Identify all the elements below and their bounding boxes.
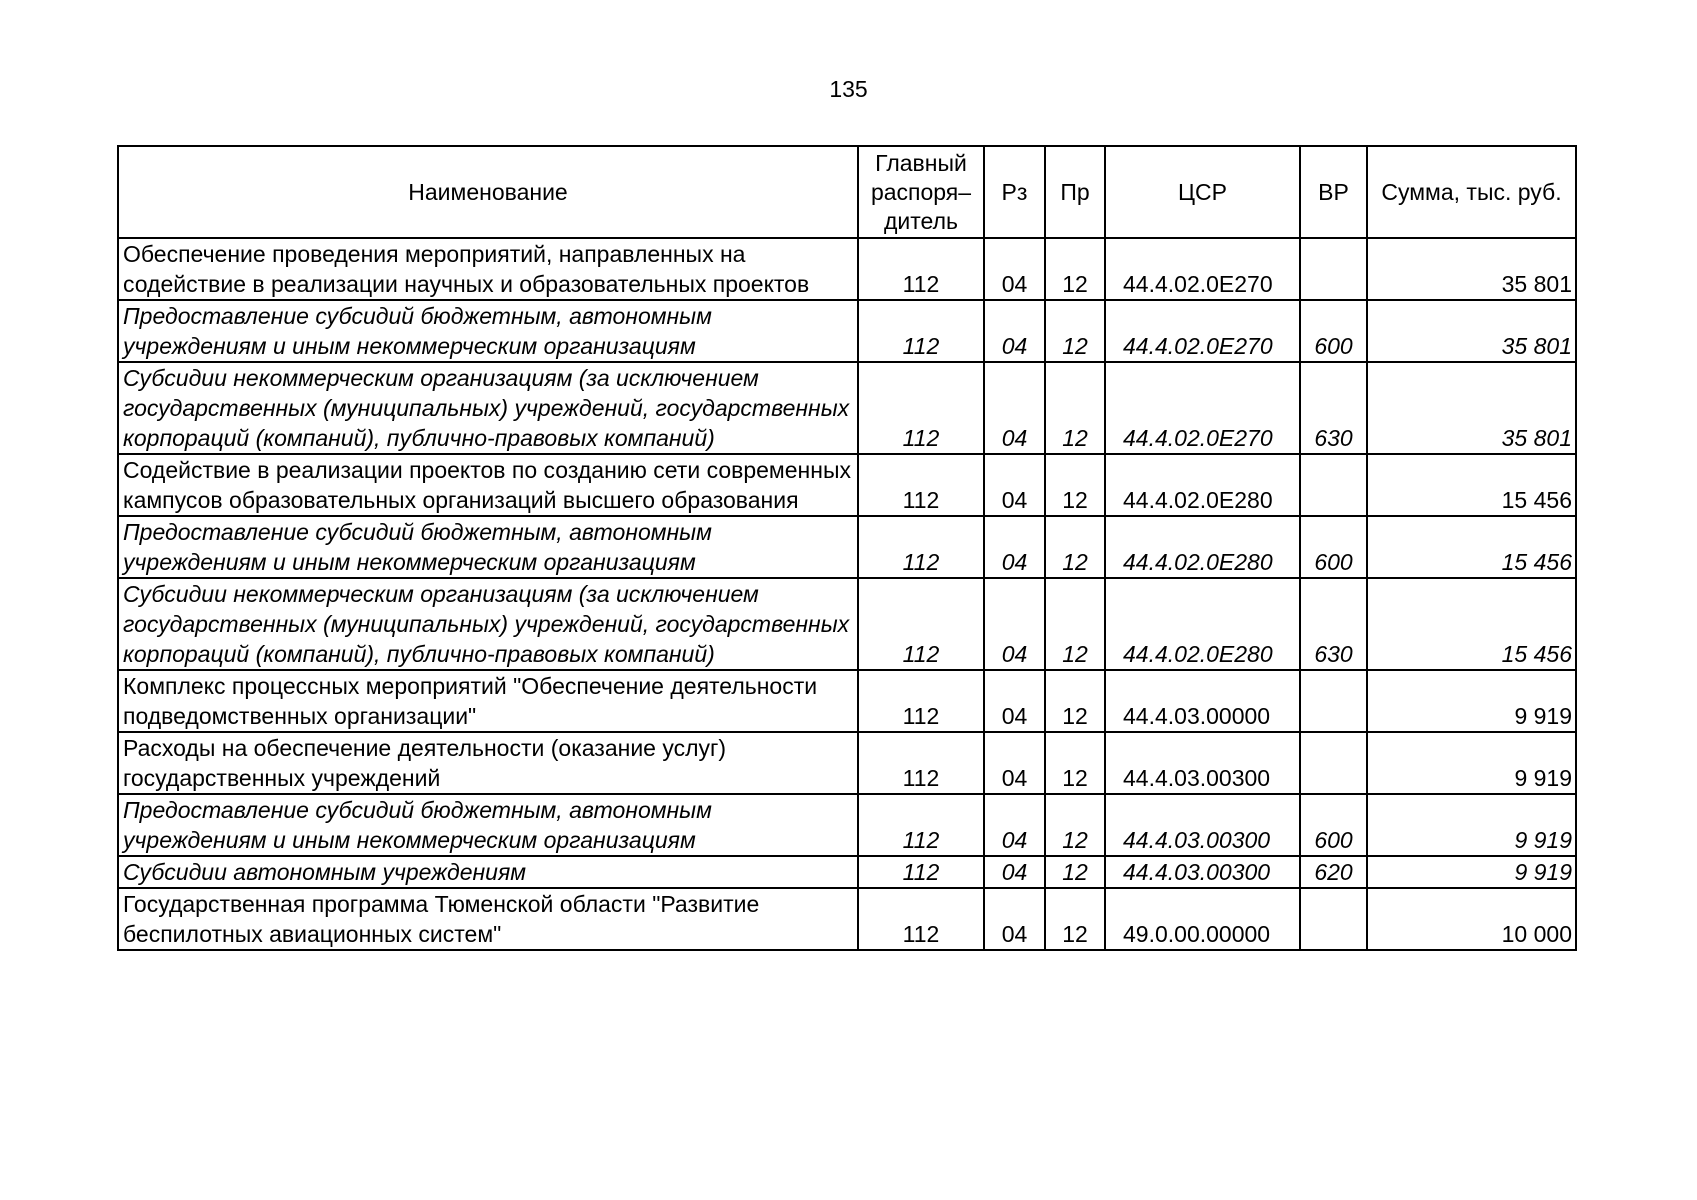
cell-sum: 35 801 xyxy=(1367,238,1576,300)
table-row xyxy=(118,238,1576,300)
cell-vr xyxy=(1300,454,1367,516)
header-glavny: Главный распоря–дитель xyxy=(858,146,984,238)
table-row xyxy=(118,732,1576,794)
cell-pr: 12 xyxy=(1045,238,1105,300)
cell-rz: 04 xyxy=(984,362,1045,454)
cell-name: Содействие в реализации проектов по созданию сети современных кампусов образовательных организаций высшего образования xyxy=(118,454,858,516)
cell-csr: 44.4.03.00300 xyxy=(1105,856,1300,888)
cell-vr: 630 xyxy=(1300,578,1367,670)
cell-sum: 9 919 xyxy=(1367,856,1576,888)
cell-name: Обеспечение проведения мероприятий, направленных на содействие в реализации научных и образовательных проектов xyxy=(118,238,858,300)
cell-pr: 12 xyxy=(1045,578,1105,670)
cell-name: Комплекс процессных мероприятий "Обеспечение деятельности подведомственных организации" xyxy=(118,670,858,732)
cell-glavny: 112 xyxy=(858,578,984,670)
cell-glavny: 112 xyxy=(858,516,984,578)
cell-name: Расходы на обеспечение деятельности (оказание услуг) государственных учреждений xyxy=(118,732,858,794)
cell-vr xyxy=(1300,888,1367,950)
cell-glavny: 112 xyxy=(858,856,984,888)
header-rz: Рз xyxy=(984,146,1045,238)
cell-csr: 49.0.00.00000 xyxy=(1105,888,1300,950)
cell-sum: 9 919 xyxy=(1367,732,1576,794)
cell-rz: 04 xyxy=(984,794,1045,856)
cell-rz: 04 xyxy=(984,238,1045,300)
table-row xyxy=(118,516,1576,578)
cell-pr: 12 xyxy=(1045,856,1105,888)
cell-glavny: 112 xyxy=(858,362,984,454)
cell-csr: 44.4.02.0Е280 xyxy=(1105,454,1300,516)
cell-vr xyxy=(1300,670,1367,732)
cell-rz: 04 xyxy=(984,856,1045,888)
cell-csr: 44.4.02.0Е270 xyxy=(1105,300,1300,362)
cell-csr: 44.4.03.00300 xyxy=(1105,794,1300,856)
cell-csr: 44.4.02.0Е280 xyxy=(1105,578,1300,670)
cell-vr xyxy=(1300,732,1367,794)
cell-csr: 44.4.02.0Е270 xyxy=(1105,362,1300,454)
table-row xyxy=(118,670,1576,732)
header-name: Наименование xyxy=(118,146,858,238)
budget-table xyxy=(117,145,1577,951)
header-csr: ЦСР xyxy=(1105,146,1300,238)
cell-sum: 15 456 xyxy=(1367,454,1576,516)
cell-pr: 12 xyxy=(1045,362,1105,454)
cell-name: Субсидии автономным учреждениям xyxy=(118,856,858,888)
cell-pr: 12 xyxy=(1045,300,1105,362)
cell-rz: 04 xyxy=(984,670,1045,732)
cell-glavny: 112 xyxy=(858,238,984,300)
cell-pr: 12 xyxy=(1045,670,1105,732)
cell-rz: 04 xyxy=(984,732,1045,794)
page-number: 135 xyxy=(829,76,868,102)
cell-pr: 12 xyxy=(1045,888,1105,950)
cell-vr: 600 xyxy=(1300,516,1367,578)
cell-vr: 620 xyxy=(1300,856,1367,888)
cell-pr: 12 xyxy=(1045,732,1105,794)
cell-pr: 12 xyxy=(1045,454,1105,516)
cell-rz: 04 xyxy=(984,516,1045,578)
cell-csr: 44.4.03.00000 xyxy=(1105,670,1300,732)
cell-name: Государственная программа Тюменской области "Развитие беспилотных авиационных систем" xyxy=(118,888,858,950)
cell-rz: 04 xyxy=(984,300,1045,362)
cell-glavny: 112 xyxy=(858,794,984,856)
cell-glavny: 112 xyxy=(858,888,984,950)
cell-rz: 04 xyxy=(984,454,1045,516)
cell-vr: 630 xyxy=(1300,362,1367,454)
cell-rz: 04 xyxy=(984,888,1045,950)
cell-sum: 15 456 xyxy=(1367,578,1576,670)
cell-csr: 44.4.02.0Е270 xyxy=(1105,238,1300,300)
cell-vr: 600 xyxy=(1300,300,1367,362)
cell-pr: 12 xyxy=(1045,794,1105,856)
table-row xyxy=(118,578,1576,670)
cell-pr: 12 xyxy=(1045,516,1105,578)
cell-rz: 04 xyxy=(984,578,1045,670)
table-row xyxy=(118,888,1576,950)
cell-glavny: 112 xyxy=(858,454,984,516)
cell-vr xyxy=(1300,238,1367,300)
cell-glavny: 112 xyxy=(858,732,984,794)
cell-csr: 44.4.02.0Е280 xyxy=(1105,516,1300,578)
table-row xyxy=(118,300,1576,362)
cell-csr: 44.4.03.00300 xyxy=(1105,732,1300,794)
table-row xyxy=(118,362,1576,454)
table-row xyxy=(118,856,1576,888)
header-vr: ВР xyxy=(1300,146,1367,238)
header-pr: Пр xyxy=(1045,146,1105,238)
cell-name: Предоставление субсидий бюджетным, автономным учреждениям и иным некоммерческим организациям xyxy=(118,516,858,578)
cell-sum: 9 919 xyxy=(1367,670,1576,732)
cell-sum: 15 456 xyxy=(1367,516,1576,578)
cell-vr: 600 xyxy=(1300,794,1367,856)
cell-name: Предоставление субсидий бюджетным, автономным учреждениям и иным некоммерческим организациям xyxy=(118,794,858,856)
cell-name: Субсидии некоммерческим организациям (за исключением государственных (муниципальных) учреждений, государственных корпораций (компаний), публично-правовых компаний) xyxy=(118,362,858,454)
cell-sum: 9 919 xyxy=(1367,794,1576,856)
cell-sum: 35 801 xyxy=(1367,300,1576,362)
cell-sum: 10 000 xyxy=(1367,888,1576,950)
cell-name: Субсидии некоммерческим организациям (за исключением государственных (муниципальных) учреждений, государственных корпораций (компаний), публично-правовых компаний) xyxy=(118,578,858,670)
table-row xyxy=(118,454,1576,516)
cell-sum: 35 801 xyxy=(1367,362,1576,454)
table-row xyxy=(118,794,1576,856)
table-header-row xyxy=(118,146,1576,238)
header-sum: Сумма, тыс. руб. xyxy=(1367,146,1576,238)
cell-name: Предоставление субсидий бюджетным, автономным учреждениям и иным некоммерческим организациям xyxy=(118,300,858,362)
cell-glavny: 112 xyxy=(858,300,984,362)
cell-glavny: 112 xyxy=(858,670,984,732)
